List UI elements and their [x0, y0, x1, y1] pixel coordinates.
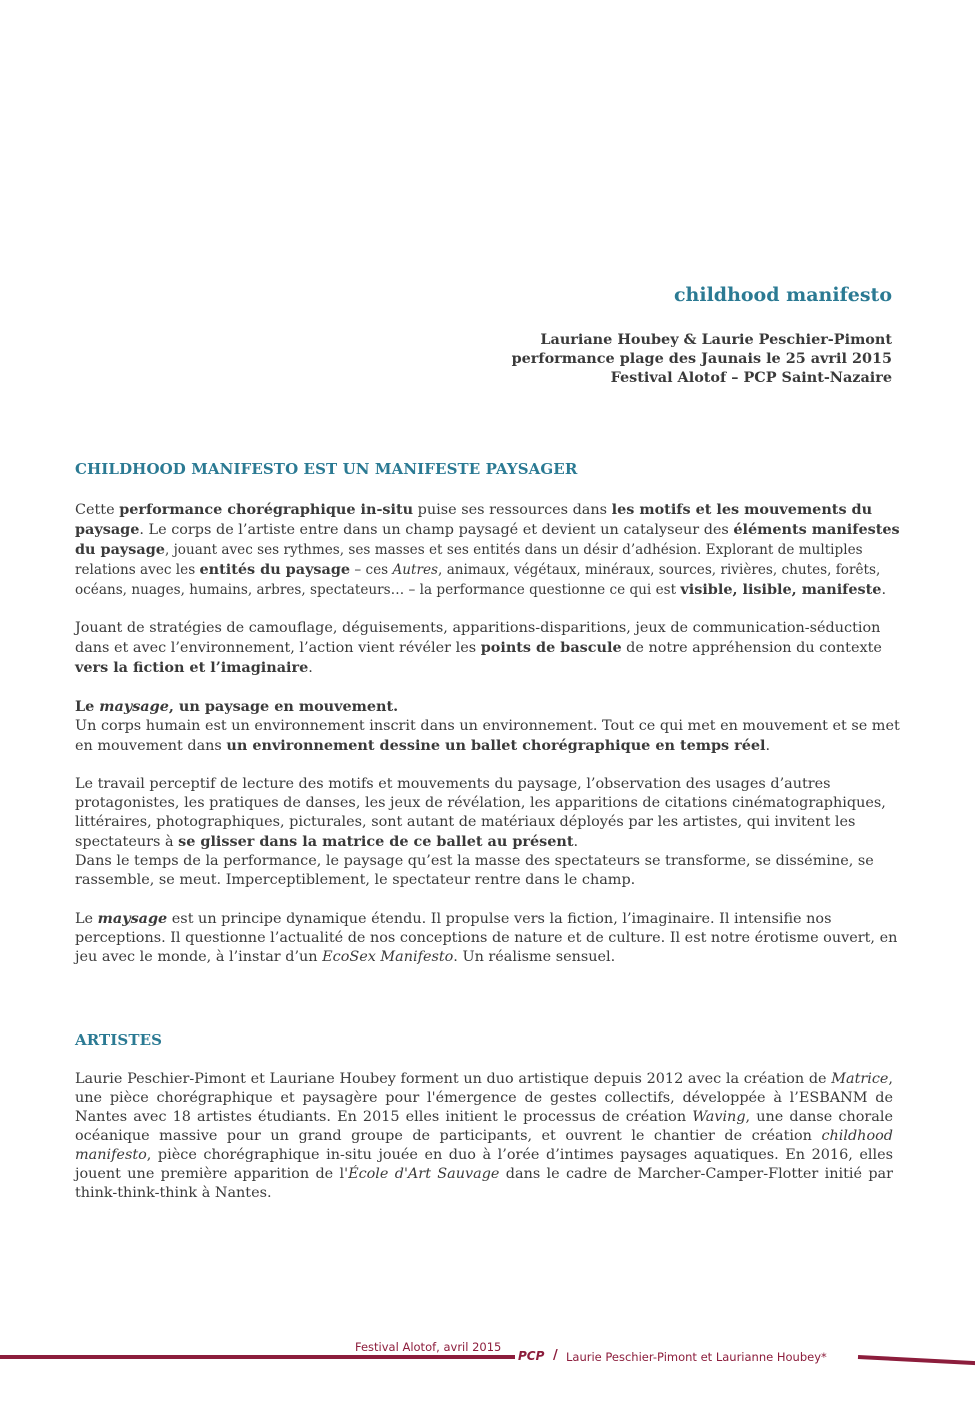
section-body-manifeste	[75, 500, 900, 967]
footer-rule	[0, 1355, 515, 1359]
bold-italic-run: maysage	[99, 698, 169, 715]
footer-authors: Laurie Peschier-Pimont et Laurianne Houbey*	[566, 1350, 827, 1364]
bold-run: points de bascule	[480, 639, 622, 656]
paragraph-corps-humain	[75, 717, 900, 756]
paragraph-maysage-principe	[75, 909, 900, 967]
italic-run: Waving	[692, 1109, 746, 1125]
bold-run: les motifs et les mouvements du paysage	[75, 501, 873, 538]
text-run: Un corps humain est un environnement inscrit dans un environnement. Tout ce qui met en mouvement et se met en mouvement dans	[75, 718, 900, 754]
paragraph-camouflage	[75, 619, 900, 678]
text-run: Cette	[75, 502, 120, 518]
pcp-logo: PCP	[518, 1349, 545, 1363]
bold-run: Le	[75, 698, 100, 715]
text-run: . Le corps de l’artiste entre dans un champ paysagé et devient un catalyseur des	[139, 522, 734, 538]
text-run: .	[881, 582, 887, 598]
section-body-artistes	[75, 1070, 893, 1203]
text-run: , jouant avec ses rythmes, ses masses et ses entités dans un désir d’adhésion. Explorant de multiples relations avec les	[75, 542, 863, 578]
bold-run: éléments manifestes du paysage	[75, 521, 900, 558]
paragraph-intro	[75, 500, 900, 600]
section-heading-artistes: ARTISTES	[75, 1031, 163, 1049]
paragraph-travail-perceptif	[75, 775, 900, 852]
paragraph-maysage-title	[75, 697, 900, 717]
italic-run: childhood manifesto	[75, 1128, 893, 1163]
text-run: Laurie Peschier-Pimont et Lauriane Houbey forment un duo artistique depuis 2012 avec la création de	[75, 1071, 832, 1087]
text-run: , une danse chorale océanique massive pour un grand groupe de participants, et ouvrent le chantier de création	[75, 1109, 893, 1144]
italic-run: EcoSex Manifesto	[322, 949, 454, 965]
text-run: est un principe dynamique étendu. Il propulse vers la fiction, l’imaginaire. Il intensifie nos perceptions. Il questionne l’actualité de nos conceptions de nature et de culture. Il est notre érotisme ouvert, en jeu avec le monde, à l’instar d’un	[75, 911, 898, 965]
credits-event: performance plage des Jaunais le 25 avril 2015	[511, 350, 892, 367]
credits-block	[512, 330, 892, 387]
text-run: Jouant de stratégies de camouflage, déguisements, apparitions-disparitions, jeux de communication-séduction dans et avec l’environnement, l’action vient révéler les	[75, 620, 881, 656]
text-run: .	[308, 660, 313, 676]
credits-authors: Lauriane Houbey & Laurie Peschier-Pimont	[540, 331, 892, 348]
italic-run: Matrice	[831, 1071, 889, 1087]
footer-festival-date: Festival Alotof, avril 2015	[355, 1340, 502, 1354]
bold-run: performance chorégraphique in-situ	[119, 501, 414, 518]
section-heading-manifeste: CHILDHOOD MANIFESTO EST UN MANIFESTE PAYSAGER	[75, 460, 578, 478]
text-run: , une pièce chorégraphique et paysagère pour l'émergence de gestes collectifs, développée à l’ESBANM de Nantes avec 18 artistes étudiants. En 2015 elles initient le processus de création	[75, 1071, 893, 1125]
bold-run: un environnement dessine un ballet chorégraphique en temps réel	[226, 737, 766, 754]
bold-run: , un paysage en mouvement.	[168, 698, 399, 715]
text-run: .	[765, 738, 771, 754]
bold-run: entités du paysage	[199, 561, 351, 578]
text-run: de notre appréhension du contexte	[621, 640, 882, 656]
credits-festival: Festival Alotof – PCP Saint-Nazaire	[610, 369, 892, 386]
italic-run: École d'Art Sauvage	[348, 1166, 500, 1182]
bold-run: se glisser dans la matrice de ce ballet au présent	[178, 833, 574, 850]
footer-brush-stroke	[858, 1355, 975, 1366]
bold-run: vers la fiction et l’imaginaire	[75, 659, 309, 676]
bold-italic-run: maysage	[97, 910, 168, 927]
text-run: , pièce chorégraphique in-situ jouée en duo à l’orée d’intimes paysages aquatiques. En 2016, elles jouent une première apparition de l'	[75, 1147, 893, 1182]
italic-run: Autres	[392, 562, 439, 578]
text-run: dans le cadre de Marcher-Camper-Flotter initié par think-think-think à Nantes.	[75, 1166, 893, 1201]
text-run: – ces	[350, 562, 393, 578]
text-run: puise ses ressources dans	[413, 502, 612, 518]
text-run: Le travail perceptif de lecture des motifs et mouvements du paysage, l’observation des usages d’autres protagonistes, les pratiques de danses, les jeux de révélation, les apparitions de citations cinématographiques, littéraires, photographiques, picturales, sont autant de matériaux déployés par les artistes, qui invitent les spectateurs à	[75, 776, 886, 850]
paragraph-artistes	[75, 1070, 893, 1203]
paragraph-temps-performance: Dans le temps de la performance, le paysage qu’est la masse des spectateurs se transforme, se dissémine, se rassemble, se meut. Imperceptiblement, le spectateur rentre dans le champ.	[75, 853, 874, 888]
text-run: .	[573, 834, 579, 850]
document-title: childhood manifesto	[673, 284, 892, 306]
footer-separator: /	[553, 1348, 558, 1363]
text-run: , animaux, végétaux, minéraux, sources, rivières, chutes, forêts, océans, nuages, humains, arbres, spectateurs… – la performance questionne ce qui est	[75, 562, 881, 598]
text-run: . Un réalisme sensuel.	[453, 949, 616, 965]
text-run: Le	[75, 911, 98, 927]
bold-run: visible, lisible, manifeste	[680, 581, 882, 598]
